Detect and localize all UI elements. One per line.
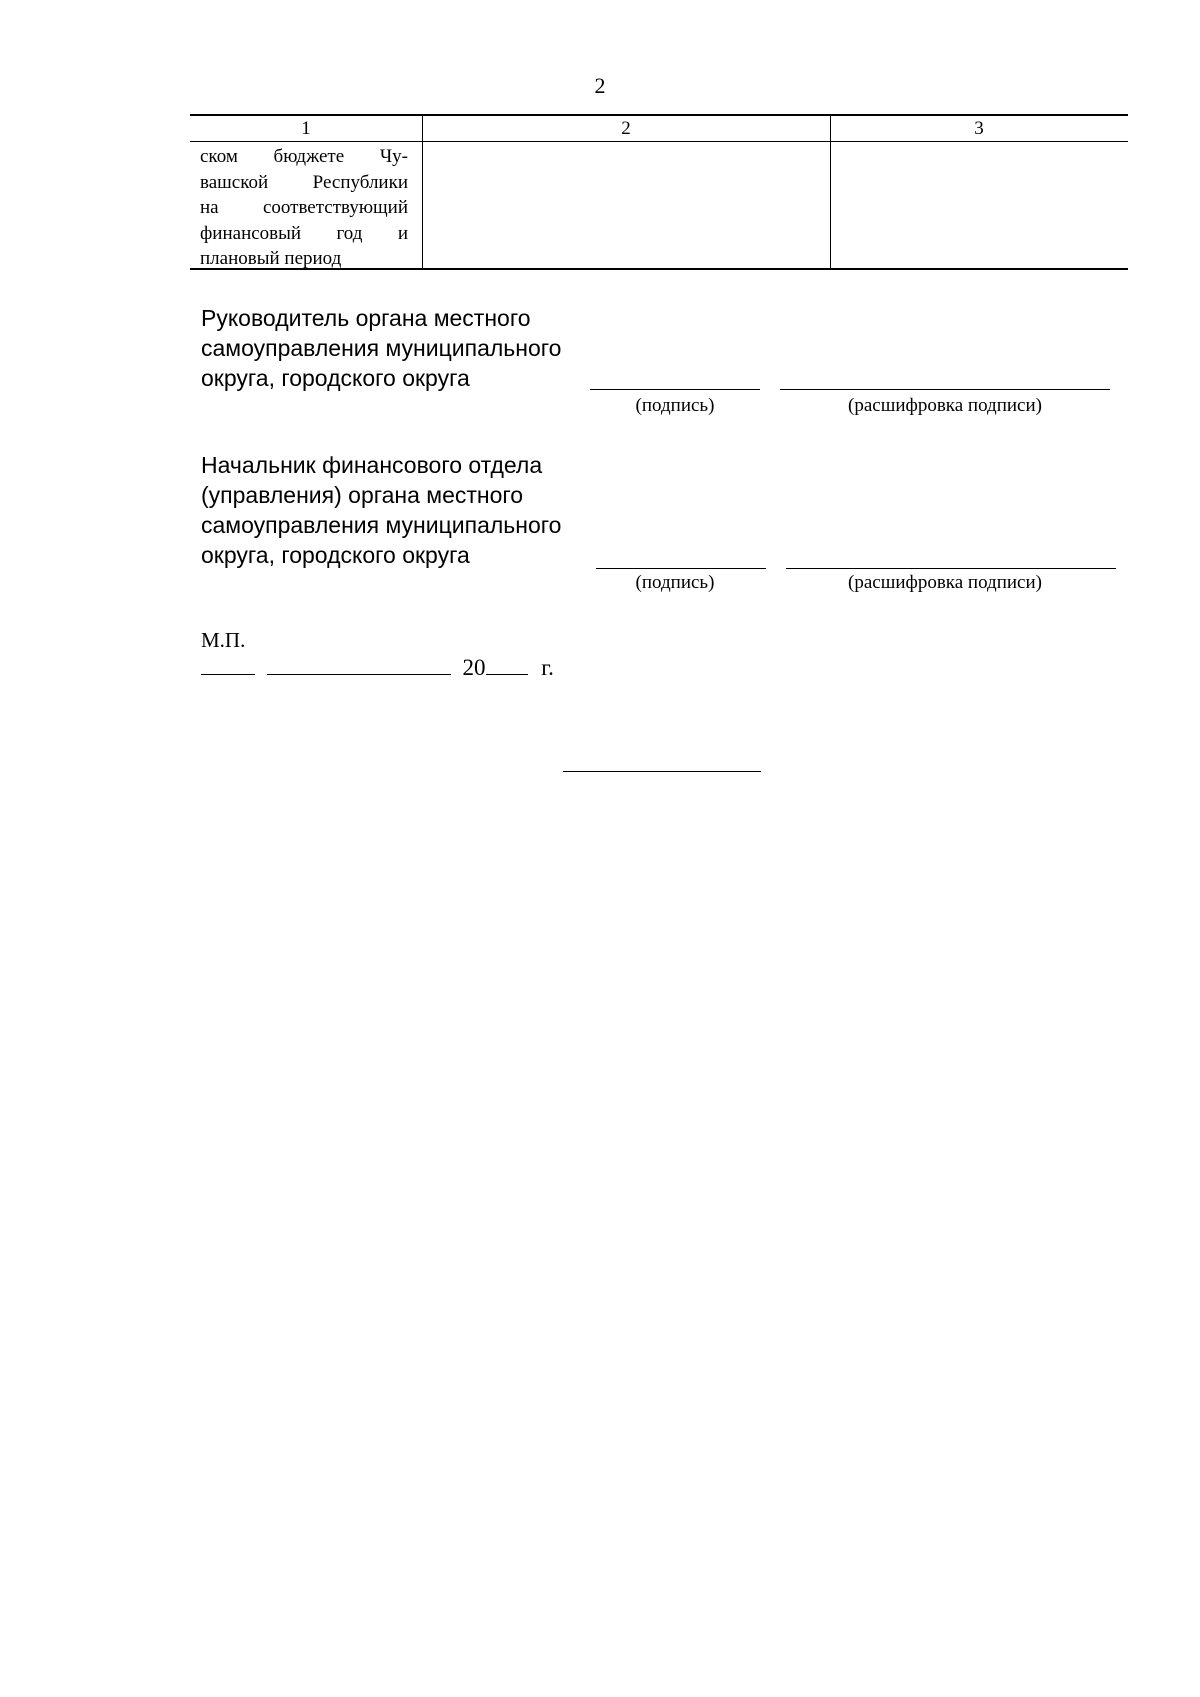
end-of-document-rule [563,771,761,772]
stamp-placeholder: М.П. [201,628,246,652]
signatory-2-title-line: округа, городского округа [201,542,470,568]
signatory-2-title-line: самоуправления муниципального [201,512,562,538]
page-number: 2 [594,73,606,98]
signatory-1-name-line [780,389,1110,390]
date-year-blank [486,654,528,675]
table-header-row [190,116,1128,142]
signatory-1-title [201,303,561,393]
date-month-blank [267,654,451,675]
signatory-1-title-line: Руководитель органа местного [201,305,531,331]
signatory-1-title-line: самоуправления муниципального [201,335,562,361]
signatory-2-signature-caption: (подпись) [635,572,715,593]
date-year-suffix: г. [541,655,554,680]
signatory-1-signature-line [590,389,760,390]
signatory-2-name-line [786,568,1116,569]
table-header-col-2: 2 [621,118,631,139]
table-cell-text-line: финансовый год и [200,222,408,244]
signatory-1-title-line: округа, городского округа [201,365,470,391]
table-cell-text-line: плановый период [200,248,342,269]
signatory-1-name-caption: (расшифровка подписи) [848,395,1042,416]
signatory-2-title-line: Начальник финансового отдела [201,452,543,478]
table-header-col-1: 1 [301,118,311,139]
table-cell-col-1 [200,144,408,272]
date-day-blank [201,654,255,675]
signatory-1-signature-caption: (подпись) [635,395,715,416]
signatory-2-signature-line [596,568,766,569]
table-cell-text-line: на соответствующий [200,197,408,218]
date-year-prefix: 20 [462,655,486,680]
date-line [201,654,554,681]
signatory-2-title-line: (управления) органа местного [201,482,524,508]
table-column-divider-2 [830,116,831,268]
budget-table [190,114,1128,270]
table-header-col-3: 3 [974,118,984,139]
table-cell-text-line: ском бюджете Чу- [200,146,408,167]
table-cell-text-line: вашской Республики [200,171,408,193]
signatory-2-name-caption: (расшифровка подписи) [848,572,1042,593]
table-column-divider-1 [422,116,423,268]
signatory-2-title [201,450,561,570]
